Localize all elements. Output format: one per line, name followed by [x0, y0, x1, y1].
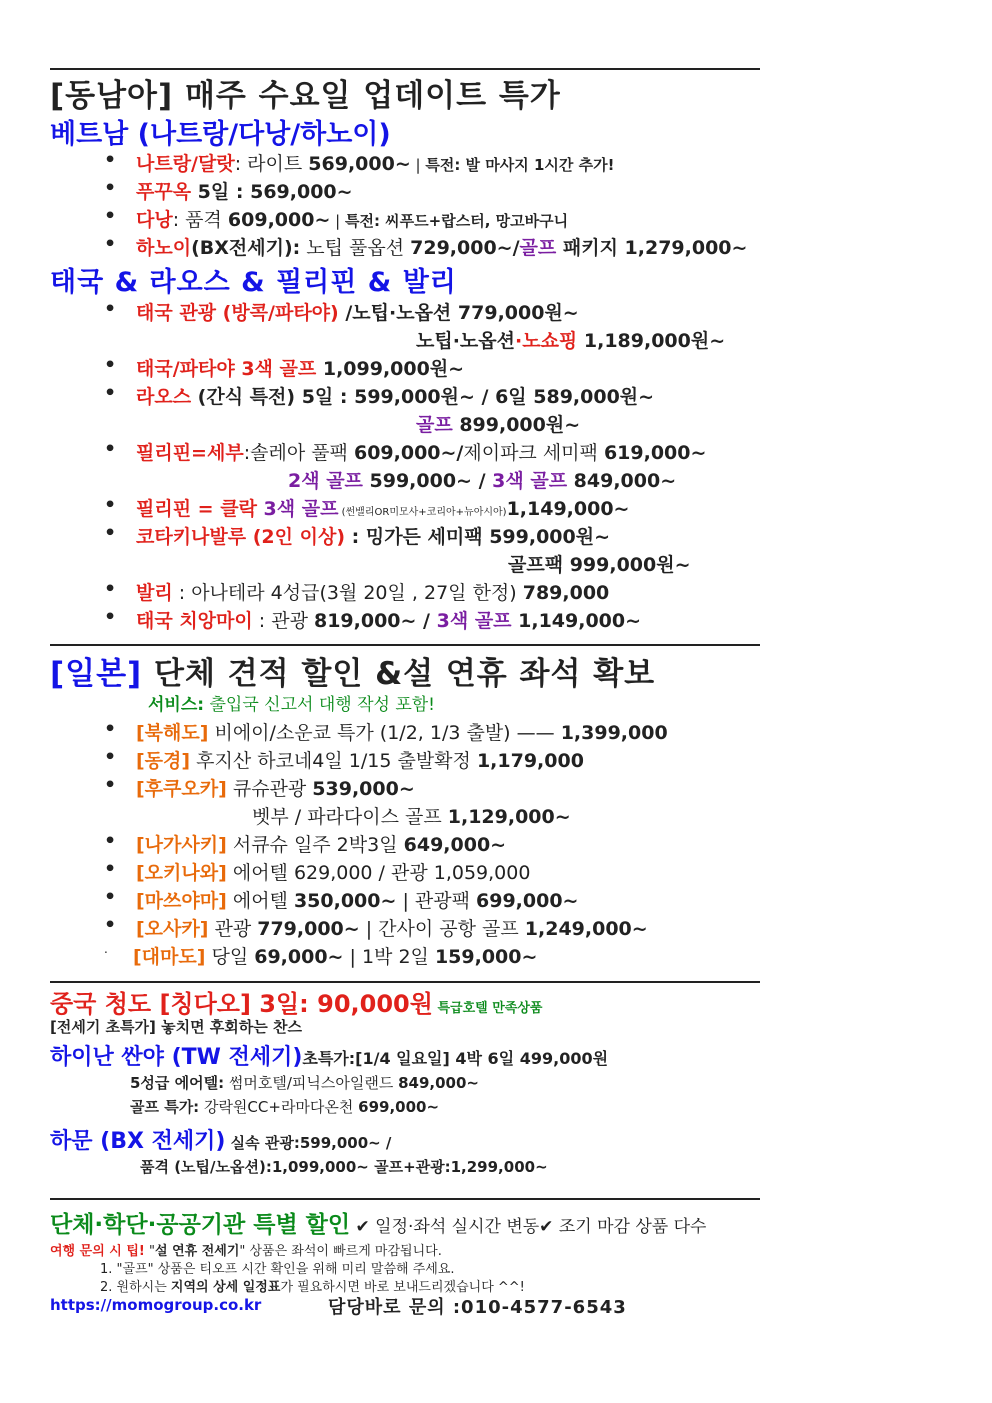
item-extra: 특전: 발 마사지 1시간 추가!	[425, 156, 615, 174]
item-price: 1,179,000	[476, 750, 584, 772]
item-price: 779,000원~	[457, 302, 579, 324]
list-item	[130, 1072, 479, 1093]
item-name: 발리	[136, 582, 173, 604]
item-text: 강락원CC+라마다온천	[199, 1098, 359, 1116]
tip-item: 1. "골프" 상품은 티오프 시간 확인을 위해 미리 말씀해 주세요.	[100, 1262, 455, 1277]
item-price: 779,000~	[257, 918, 360, 940]
china-title-tag: 특급호텔 만족상품	[432, 1001, 543, 1016]
item-text: 노팁·노옵션	[416, 330, 515, 352]
item-text: 큐슈관광	[226, 778, 313, 800]
list-item	[136, 438, 706, 465]
hainan-text: 초특가:[1/4 일요일] 4박 6일	[302, 1049, 520, 1068]
tip-text: 2. 원하시는	[100, 1280, 171, 1295]
item-price: 1,279,000~	[624, 237, 748, 259]
item-text: 에어텔 629,000 / 관광 1,059,000	[226, 862, 531, 884]
item-region: [동경]	[136, 750, 191, 772]
tip-line	[50, 1240, 442, 1259]
item-price: 159,000~	[434, 946, 538, 968]
item-sub: (BX전세기):	[191, 237, 301, 259]
item-text: 5일 :	[191, 181, 251, 203]
item-name: 다낭	[136, 209, 173, 231]
item-price: 539,000~	[312, 778, 415, 800]
item-text: 벳부 / 파라다이스 골프	[252, 806, 448, 828]
sea-title: [동남아] 매주 수요일 업데이트 특가	[50, 78, 561, 114]
item-price: 699,000~	[476, 890, 579, 912]
xiamen-line2: 품격 (노팁/노옵션):1,099,000~ 골프+관광:1,299,000~	[140, 1158, 548, 1176]
item-text: 썸머호텔/피닉스아일랜드	[224, 1074, 399, 1092]
item-name: 태국 관광 (방콕/파타야)	[136, 302, 339, 324]
vietnam-title: 베트남 (나트랑/다낭/하노이)	[50, 119, 391, 150]
list-item	[136, 233, 747, 260]
item-text: 당일	[205, 946, 255, 968]
item-name: 필리핀 = 클락	[136, 498, 257, 520]
item-text: 품격	[179, 209, 228, 231]
item-name: 태국/파타야 3색 골프	[136, 358, 317, 380]
item-price: 1,189,000원~	[577, 330, 726, 352]
list-item	[416, 410, 580, 437]
list-item	[136, 830, 506, 857]
list-item	[136, 494, 629, 521]
item-label: 골프 특가:	[130, 1098, 200, 1116]
item-text: 서큐슈 일주 2박3일	[226, 834, 404, 856]
item-text: 관광	[208, 918, 258, 940]
item-text: 에어텔	[226, 890, 294, 912]
item-price: 350,000~	[293, 890, 397, 912]
charter-note: [전세기 초특가] 놓치면 후회하는 찬스	[50, 1018, 302, 1036]
list-item	[136, 914, 648, 941]
item-name: 푸꾸옥	[136, 181, 192, 203]
item-price: 599,000~ /	[362, 470, 493, 492]
list-item	[136, 205, 568, 232]
item-text: | 1박 2일	[343, 946, 435, 968]
tip-label: 여행 문의 시 팁!	[50, 1244, 145, 1259]
item-price: 1,149,000~	[506, 498, 630, 520]
item-price: 569,000~	[250, 181, 353, 203]
divider	[50, 981, 760, 983]
item-sep: |	[330, 212, 345, 230]
list-item	[136, 886, 578, 913]
item-golf: 2색 골프	[288, 470, 363, 492]
item-name: 필리핀=세부	[136, 442, 244, 464]
list-item	[136, 718, 668, 745]
item-region: [오사카]	[136, 918, 209, 940]
japan-title	[50, 648, 655, 693]
item-text: : 아나테라 4성급(3월 20일 , 27일 한정)	[172, 582, 523, 604]
item-sep: :	[172, 209, 180, 231]
item-region: [북해도]	[136, 722, 209, 744]
service-text: 출입국 신고서 대행 작성 포함!	[204, 695, 435, 715]
item-price: 649,000~	[403, 834, 507, 856]
item-text: 노팁 풀옵션	[300, 237, 411, 259]
hainan-line	[50, 1040, 608, 1071]
hainan-price: 499,000원	[519, 1049, 609, 1068]
item-text: 후지산 하코네4일 1/15 출발확정	[190, 750, 477, 772]
item-text: : 밍가든 세미팩	[345, 526, 490, 548]
item-region: [대마도]	[133, 946, 206, 968]
item-text: | 간사이 공항 골프	[359, 918, 525, 940]
xiamen-text: 실속 관광:599,000~ /	[225, 1134, 392, 1152]
list-item	[104, 942, 538, 969]
item-name: 코타키나발루 (2인 이상)	[136, 526, 346, 548]
item-price: 849,000~	[398, 1074, 479, 1092]
list-item	[130, 1096, 439, 1117]
xiamen-title: 하문 (BX 전세기)	[50, 1129, 226, 1154]
item-text: | 관광팩	[396, 890, 477, 912]
bullet-dot: .	[104, 942, 108, 956]
item-note: (썬밸리OR미모사+코리아+뉴아시아)	[338, 507, 507, 518]
contact-phone: 담당바로 문의 :010-4577-6543	[328, 1297, 627, 1318]
item-region: [마쓰야마]	[136, 890, 227, 912]
list-item	[508, 550, 691, 577]
item-text: : 관광	[252, 610, 314, 632]
item-price: 599,000원~ / 6일 589,000원~	[354, 386, 655, 408]
item-price: 69,000~	[254, 946, 344, 968]
list-item	[136, 578, 609, 605]
list-item	[136, 298, 579, 325]
item-price: 789,000	[522, 582, 610, 604]
list-item	[136, 522, 610, 549]
tip-text-bold: 설 연휴 전세기	[154, 1244, 240, 1259]
item-text: 제이파크 세미팩	[463, 442, 604, 464]
item-region: [나가사키]	[136, 834, 227, 856]
item-name: 나트랑/달랏	[136, 153, 235, 175]
item-price: 1,129,000~	[447, 806, 571, 828]
item-golf: 골프	[416, 414, 453, 436]
hainan-title: 하이난 싼야 (TW 전세기)	[50, 1045, 303, 1070]
item-price: 899,000원~	[452, 414, 581, 436]
item-price: 1,399,000	[560, 722, 668, 744]
item-text: 비에이/소운쿄 특가 (1/2, 1/3 출발) ——	[208, 722, 561, 744]
item-price: 1,149,000~	[511, 610, 642, 632]
japan-title-bracket: [일본]	[50, 656, 143, 692]
item-price: 849,000~	[567, 470, 677, 492]
item-text: 패키지	[556, 237, 625, 259]
item-region: [후쿠오카]	[136, 778, 227, 800]
list-item	[136, 746, 584, 773]
china-title-text: 중국 청도 [칭다오] 3일: 90,000원	[50, 990, 433, 1018]
item-region: [오키나와]	[136, 862, 227, 884]
list-item	[136, 354, 464, 381]
item-price: 1,099,000원~	[316, 358, 465, 380]
item-name: 라오스	[136, 386, 192, 408]
tip-text: 가 필요하시면 바로 보내드리겠습니다 ^^!	[280, 1280, 525, 1295]
group-discount-line	[50, 1206, 706, 1239]
item-text: 라이트	[241, 153, 309, 175]
list-item	[136, 774, 415, 801]
tip-text-bold: 지역의 상세 일정표	[170, 1280, 281, 1295]
item-golf: 3색 골프	[492, 470, 568, 492]
check-text: ✔ 일정·좌석 실시간 변동	[350, 1217, 540, 1237]
item-price: 619,000~	[603, 442, 707, 464]
item-golf: 골프	[519, 237, 557, 259]
xiamen-line	[50, 1124, 391, 1155]
website-link[interactable]: https://momogroup.co.kr	[50, 1296, 262, 1314]
tip-text: "	[144, 1244, 155, 1259]
list-item	[136, 177, 353, 204]
list-item	[136, 149, 614, 176]
list-item	[252, 802, 571, 829]
item-label: 5성급 에어텔:	[130, 1074, 225, 1092]
list-item	[136, 858, 530, 885]
item-price: 999,000원~	[569, 554, 691, 576]
list-item	[136, 382, 654, 409]
list-item	[288, 466, 676, 493]
thai-title: 태국 & 라오스 & 필리핀 & 발리	[50, 267, 457, 298]
item-sep: :	[234, 153, 242, 175]
item-golf: 3색 골프	[256, 498, 339, 520]
item-sep: |	[410, 156, 426, 174]
group-title: 단체·학단·공공기관 특별 할인	[50, 1212, 351, 1238]
item-text: 골프팩	[508, 554, 570, 576]
china-title	[50, 984, 542, 1019]
item-golf: 3색 골프	[436, 610, 512, 632]
item-price: 609,000~/	[353, 442, 464, 464]
item-name: 하노이	[136, 237, 192, 259]
item-text: /노팁·노옵션	[338, 302, 458, 324]
item-price: 609,000~	[227, 209, 331, 231]
item-price: 699,000~	[358, 1098, 440, 1116]
item-text: (간식 특전) 5일 :	[191, 386, 355, 408]
item-price: 729,000~/	[410, 237, 520, 259]
item-price: 819,000~ /	[313, 610, 437, 632]
list-item	[136, 606, 641, 633]
divider	[50, 644, 760, 646]
service-label: 서비스:	[148, 695, 205, 715]
item-extra: 특전: 씨푸드+랍스터, 망고바구니	[344, 212, 569, 230]
tip-text: " 상품은 좌석이 빠르게 마감됩니다.	[239, 1244, 442, 1259]
item-price: 569,000~	[308, 153, 411, 175]
item-text: :솔레아 풀팩	[243, 442, 354, 464]
check-text: ✔ 조기 마감 상품 다수	[539, 1217, 707, 1237]
service-note	[148, 690, 435, 715]
item-price: 1,249,000~	[524, 918, 648, 940]
item-name: 태국 치앙마이	[136, 610, 253, 632]
japan-title-text: 단체 견적 할인 &설 연휴 좌석 확보	[142, 656, 656, 692]
item-price: 599,000원~	[489, 526, 611, 548]
divider	[50, 1198, 760, 1200]
list-item	[416, 326, 725, 353]
item-noshop: ·노쇼핑	[515, 330, 578, 352]
